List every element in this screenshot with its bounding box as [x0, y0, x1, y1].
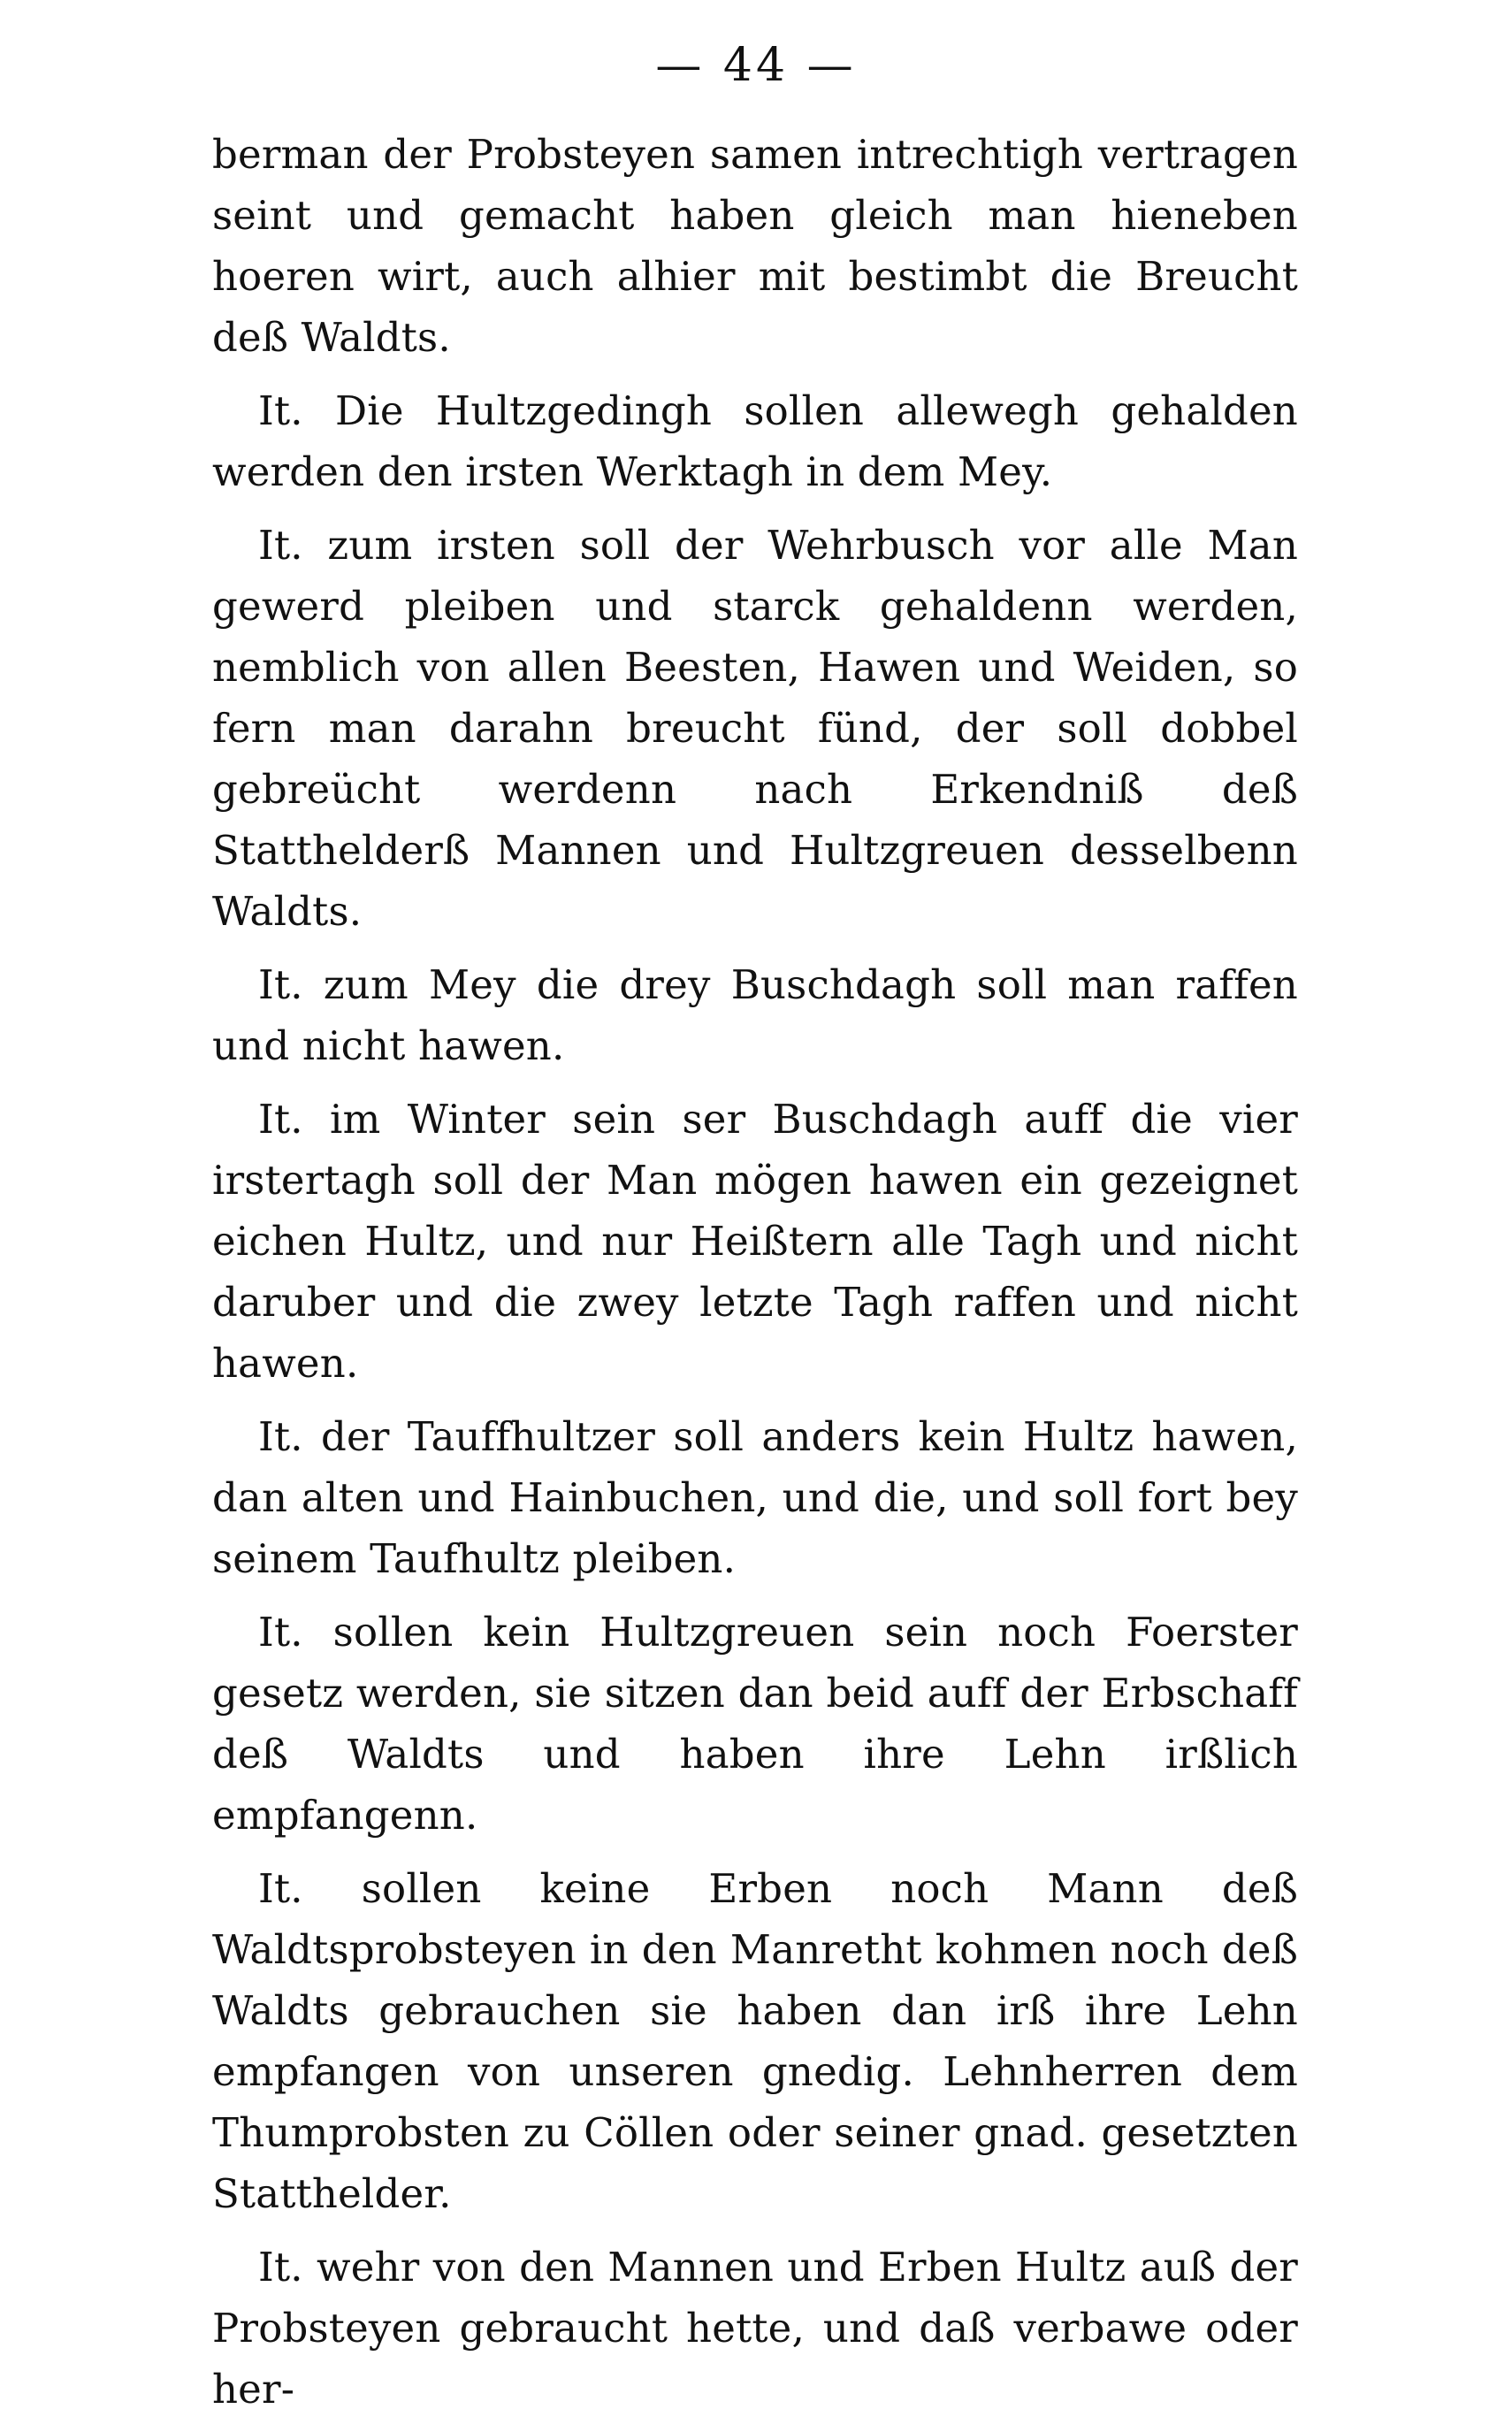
paragraph-winter-buschdagh: It. im Winter sein ser Buschdagh auff die vier irstertagh soll der Man mögen hawen ein gezeignet eichen Hultz, und nur Heißtern alle Tagh und nicht daruber und die zwey letzte Tagh raffen und nicht hawen.: [212, 1096, 1298, 1387]
page-number: — 44 —: [655, 39, 857, 92]
paragraph-mannen-erben-hultz: It. wehr von den Mannen und Erben Hultz auß der Probsteyen gebraucht hette, und daß verbawe oder her-: [212, 2244, 1298, 2413]
page-text-body: [212, 124, 1298, 2432]
paragraph-mey-buschdagh: It. zum Mey die drey Buschdagh soll man raffen und nicht hawen.: [212, 961, 1298, 1069]
paragraph-hultzgreuen: It. sollen kein Hultzgreuen sein noch Foerster gesetz werden, sie sitzen dan beid auff der Erbschaff deß Waldts und haben ihre Lehn irßlich empfangenn.: [212, 1609, 1298, 1839]
paragraph-continuation: berman der Probsteyen samen intrechtigh vertragen seint und gemacht haben gleich man hieneben hoeren wirt, auch alhier mit bestimbt die Breucht deß Waldts.: [212, 131, 1298, 361]
paragraph-hultzgedingh: It. Die Hultzgedingh sollen allewegh gehalden werden den irsten Werktagh in dem Mey.: [212, 387, 1298, 495]
paragraph-erben-lehn: It. sollen keine Erben noch Mann deß Waldtsprobsteyen in den Manretht kohmen noch deß Waldts gebrauchen sie haben dan irß ihre Lehn empfangen von unseren gnedig. Lehnherren dem Thumprobsten zu Cöllen oder seiner gnad. gesetzten Statthelder.: [212, 1865, 1298, 2217]
paragraph-wehrbusch: It. zum irsten soll der Wehrbusch vor alle Man gewerd pleiben und starck gehaldenn werden, nemblich von allen Beesten, Hawen und Weiden, so fern man darahn breucht fünd, der soll dobbel gebreücht werdenn nach Erkendniß deß Statthelderß Mannen und Hultzgreuen desselbenn Waldts.: [212, 522, 1298, 935]
paragraph-tauffhultzer: It. der Tauffhultzer soll anders kein Hultz hawen, dan alten und Hainbuchen, und die, und soll fort bey seinem Taufhultz pleiben.: [212, 1413, 1298, 1582]
